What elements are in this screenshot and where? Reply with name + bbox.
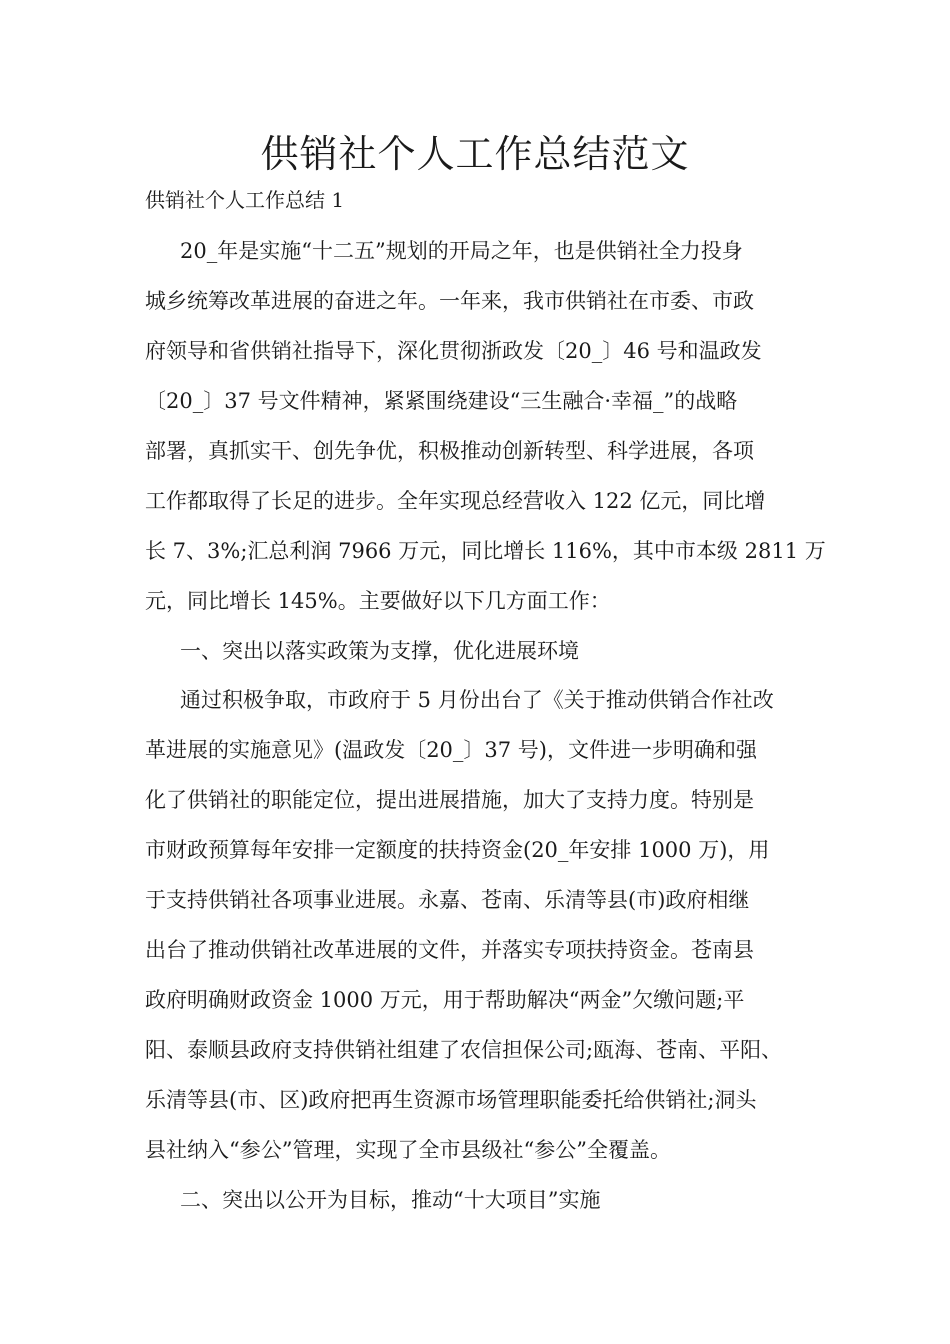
paragraph-line: 通过积极争取，市政府于 5 月份出台了《关于推动供销合作社改 — [180, 688, 774, 712]
paragraph-line: 县社纳入“参公”管理，实现了全市县级社“参公”全覆盖。 — [145, 1138, 671, 1162]
section-heading: 一、突出以落实政策为支撑，优化进展环境 — [180, 639, 579, 663]
document-title: 供销社个人工作总结范文 — [260, 132, 690, 176]
paragraph-line: 长 7、3%;汇总利润 7966 万元，同比增长 116%，其中市本级 2811 万 — [145, 539, 826, 563]
paragraph-line: 部署，真抓实干、创先争优，积极推动创新转型、科学进展，各项 — [145, 439, 754, 463]
paragraph-line: 20_年是实施“十二五”规划的开局之年，也是供销社全力投身 — [180, 239, 743, 263]
paragraph-line: 阳、泰顺县政府支持供销社组建了农信担保公司;瓯海、苍南、平阳、 — [145, 1038, 783, 1062]
paragraph-line: 乐清等县(市、区)政府把再生资源市场管理职能委托给供销社;洞头 — [145, 1088, 757, 1112]
document-subtitle: 供销社个人工作总结 1 — [145, 188, 345, 212]
paragraph-line: 于支持供销社各项事业进展。永嘉、苍南、乐清等县(市)政府相继 — [145, 888, 750, 912]
paragraph-line: 工作都取得了长足的进步。全年实现总经营收入 122 亿元，同比增 — [145, 489, 766, 513]
paragraph-line: 出台了推动供销社改革进展的文件，并落实专项扶持资金。苍南县 — [145, 938, 754, 962]
section-heading: 二、突出以公开为目标，推动“十大项目”实施 — [180, 1188, 601, 1212]
paragraph-line: 政府明确财政资金 1000 万元，用于帮助解决“两金”欠缴问题;平 — [145, 988, 745, 1012]
paragraph-line: 〔20_〕37 号文件精神，紧紧围绕建设“三生融合·幸福_”的战略 — [145, 389, 738, 413]
paragraph-line: 城乡统筹改革进展的奋进之年。一年来，我市供销社在市委、市政 — [145, 289, 754, 313]
paragraph-line: 元，同比增长 145%。主要做好以下几方面工作： — [145, 589, 611, 613]
paragraph-line: 府领导和省供销社指导下，深化贯彻浙政发〔20_〕46 号和温政发 — [145, 339, 762, 363]
paragraph-line: 化了供销社的职能定位，提出进展措施，加大了支持力度。特别是 — [145, 788, 754, 812]
paragraph-line: 革进展的实施意见》(温政发〔20_〕37 号)，文件进一步明确和强 — [145, 738, 758, 762]
paragraph-line: 市财政预算每年安排一定额度的扶持资金(20_年安排 1000 万)，用 — [145, 838, 770, 862]
